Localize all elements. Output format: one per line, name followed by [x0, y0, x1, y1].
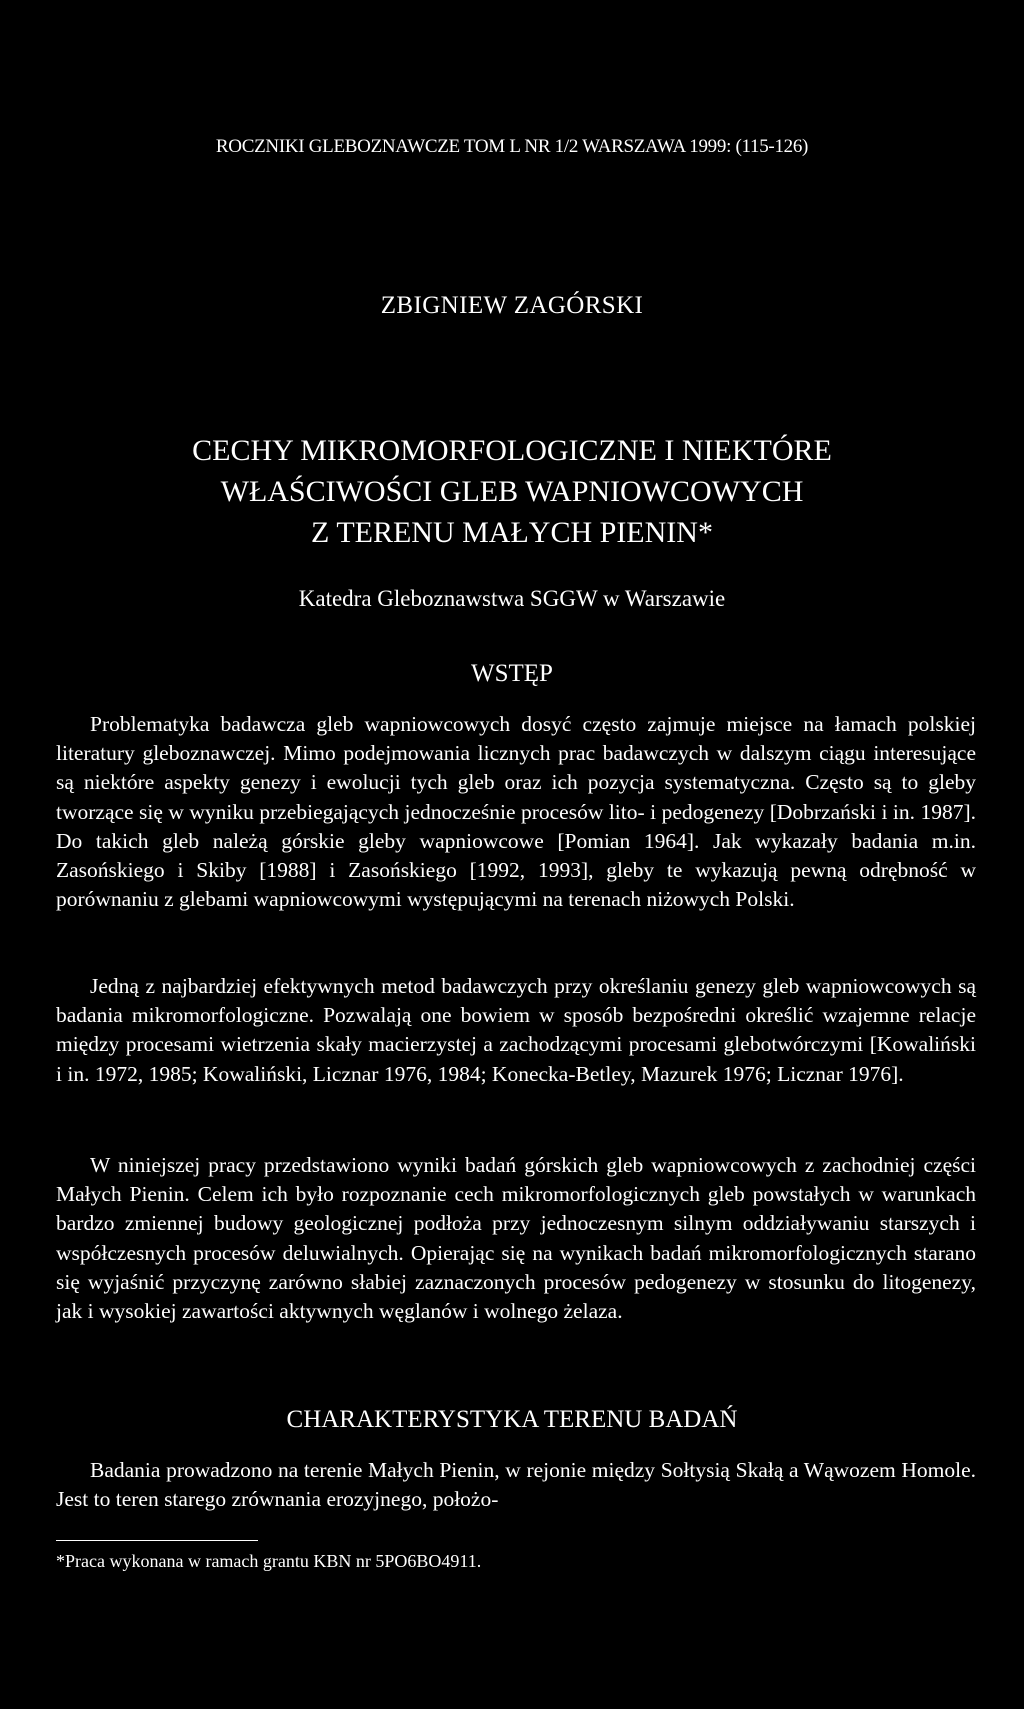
journal-header: ROCZNIKI GLEBOZNAWCZE TOM L NR 1/2 WARSZAWA 1999: (115-126) [215, 136, 809, 157]
section-heading-intro: WSTĘP [471, 660, 553, 687]
paper-title-line-1: CECHY MIKROMORFOLOGICZNE I NIEKTÓRE [192, 434, 832, 467]
intro-paragraph-2: Jedną z najbardziej efektywnych metod badawczych przy określaniu genezy gleb wapniowcowych są badania mikromorfologiczne. Pozwalają one bowiem w sposób bezpośredni określić wzajemne relacje między procesami wietrzenia skały macierzystej a zachodzącymi procesami glebotwórczymi [Kowaliński i in. 1972, 1985; Kowaliński, Licznar 1976, 1984; Konecka-Betley, Mazurek 1976; Licznar 1976]. [56, 974, 976, 1086]
intro-paragraph-3: W niniejszej pracy przedstawiono wyniki badań górskich gleb wapniowcowych z zachodniej części Małych Pienin. Celem ich było rozpoznanie cech mikromorfologicznych gleb powstałych w warunkach bardzo zmiennej budowy geologicznej podłoża przy jednoczesnym silnym oddziaływaniu starszych i współczesnych procesów deluwialnych. Opierając się na wynikach badań mikromorfologicznych starano się wyjaśnić przyczynę zarówno słabiej zaznaczonych procesów pedogenezy w stosunku do litogenezy, jak i wysokiej zawartości aktywnych węglanów i wolnego żelaza. [56, 1153, 976, 1324]
intro-paragraph-1: Problematyka badawcza gleb wapniowcowych dosyć często zajmuje miejsce na łamach polskiej literatury gleboznawczej. Mimo podejmowania licznych prac badawczych w dalszym ciągu interesujące są niektóre aspekty genezy i ewolucji tych gleb oraz ich pozycja systematyczna. Często są to gleby tworzące się w wyniku przebiegających jednocześnie procesów lito- i pedogenezy [Dobrzański i in. 1987]. Do takich gleb należą górskie gleby wapniowcowe [Pomian 1964]. Jak wykazały badania m.in. Zasońskiego i Skiby [1988] i Zasońskiego [1992, 1993], gleby te wykazują pewną odrębność w porównaniu z glebami wapniowcowymi występującymi na terenach niżowych Polski. [56, 712, 976, 912]
paper-title-line-2: WŁAŚCIWOŚCI GLEB WAPNIOWCOWYCH [220, 475, 804, 508]
affiliation: Katedra Gleboznawstwa SGGW w Warszawie [298, 586, 726, 611]
section-heading-study-area: CHARAKTERYSTYKA TERENU BADAŃ [286, 1406, 738, 1433]
study-area-paragraph: Badania prowadzono na terenie Małych Pienin, w rejonie między Sołtysią Skałą a Wąwozem Homole. Jest to teren starego zrównania erozyjnego, położo- [56, 1458, 976, 1512]
author-name: ZBIGNIEW ZAGÓRSKI [380, 292, 644, 319]
footnote: *Praca wykonana w ramach grantu KBN nr 5PO6BO4911. [56, 1551, 482, 1571]
paper-title [0, 430, 1024, 553]
footnote-divider [56, 1540, 258, 1541]
paper-title-line-3: Z TERENU MAŁYCH PIENIN* [311, 516, 713, 549]
